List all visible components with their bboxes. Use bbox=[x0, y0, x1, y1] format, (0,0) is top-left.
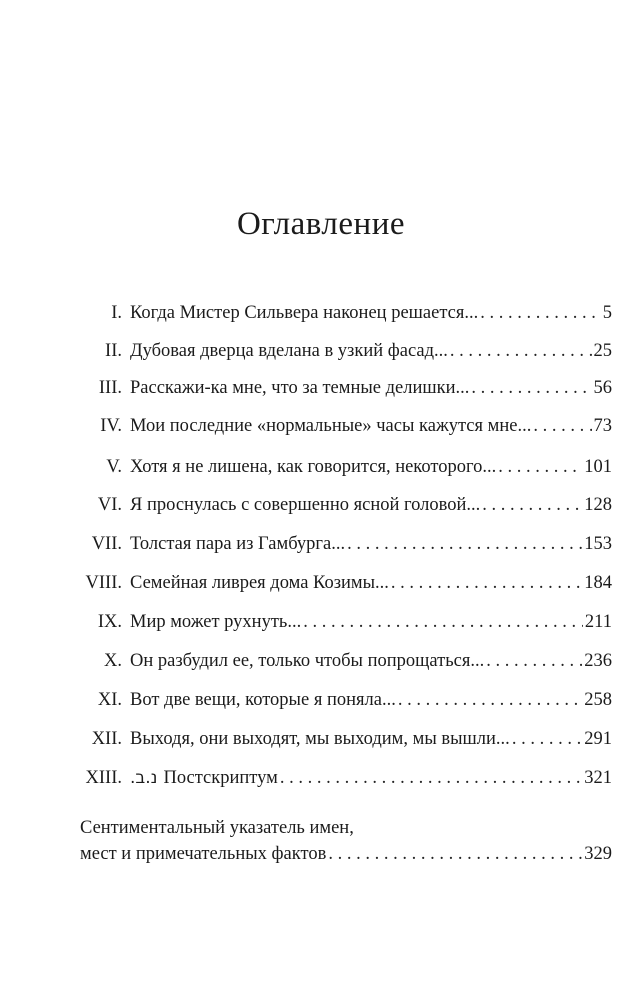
toc-entry-11 bbox=[80, 687, 612, 713]
page-number: 291 bbox=[584, 729, 612, 749]
chapter-title: Выходя, они выходят, мы выходим, мы вышли... bbox=[130, 729, 510, 749]
toc-entry-1 bbox=[80, 300, 612, 326]
toc-entry-5 bbox=[80, 454, 612, 480]
dot-leader bbox=[280, 765, 582, 791]
toc-entry-8 bbox=[80, 570, 612, 596]
page-number: 73 bbox=[593, 416, 612, 436]
page-number: 236 bbox=[584, 651, 612, 671]
chapter-title: Толстая пара из Гамбурга... bbox=[130, 534, 346, 554]
chapter-title bbox=[130, 765, 278, 791]
page-number: 258 bbox=[584, 690, 612, 710]
chapter-title-text: Постскриптум bbox=[163, 768, 278, 788]
dot-leader bbox=[303, 609, 583, 635]
dot-leader bbox=[347, 531, 582, 557]
dot-leader bbox=[498, 454, 582, 480]
page-number: 25 bbox=[593, 341, 612, 361]
table-of-contents bbox=[80, 0, 612, 1000]
chapter-number: X. bbox=[104, 651, 122, 671]
chapter-number: VII. bbox=[91, 534, 122, 554]
chapter-number: III. bbox=[98, 378, 122, 398]
dot-leader bbox=[398, 687, 582, 713]
chapter-number: XIII. bbox=[85, 768, 122, 788]
chapter-number: V. bbox=[106, 457, 122, 477]
index-title-line1: Сентиментальный указатель имен, bbox=[80, 818, 354, 838]
dot-leader bbox=[391, 570, 582, 596]
dot-leader bbox=[512, 726, 582, 752]
page-number: 211 bbox=[584, 612, 612, 632]
dot-leader bbox=[482, 492, 582, 518]
page-number: 128 bbox=[584, 495, 612, 515]
chapter-number: XII. bbox=[91, 729, 122, 749]
chapter-number: XI. bbox=[97, 690, 122, 710]
page-number: 101 bbox=[584, 457, 612, 477]
chapter-number: IV. bbox=[100, 416, 122, 436]
chapter-title: Вот две вещи, которые я поняла... bbox=[130, 690, 396, 710]
dot-leader bbox=[328, 841, 582, 867]
chapter-number: II. bbox=[105, 341, 122, 361]
hebrew-abbreviation: נ.ב. bbox=[130, 768, 158, 788]
dot-leader bbox=[480, 300, 601, 326]
toc-entry-2 bbox=[80, 338, 612, 364]
page-number: 153 bbox=[584, 534, 612, 554]
chapter-number: VIII. bbox=[85, 573, 122, 593]
chapter-title: Мои последние «нормальные» часы кажутся мне... bbox=[130, 416, 532, 436]
toc-entry-13 bbox=[80, 765, 612, 791]
chapter-number: VI. bbox=[97, 495, 122, 515]
chapter-title: Я проснулась с совершенно ясной головой... bbox=[130, 495, 481, 515]
toc-entry-12 bbox=[80, 726, 612, 752]
toc-entry-7 bbox=[80, 531, 612, 557]
dot-leader bbox=[486, 648, 582, 674]
toc-entry-4 bbox=[80, 413, 612, 439]
page-number: 321 bbox=[584, 768, 612, 788]
chapter-number: IX. bbox=[97, 612, 122, 632]
chapter-title: Он разбудил ее, только чтобы попрощаться... bbox=[130, 651, 485, 671]
toc-entry-6 bbox=[80, 492, 612, 518]
chapter-title: Мир может рухнуть... bbox=[130, 612, 302, 632]
index-title-line2: мест и примечательных фактов bbox=[80, 844, 327, 864]
page-number: 184 bbox=[584, 573, 612, 593]
page-title: Оглавление bbox=[236, 206, 406, 242]
toc-entry-10 bbox=[80, 648, 612, 674]
chapter-title: Хотя я не лишена, как говорится, некоторого... bbox=[130, 457, 497, 477]
toc-entry-9 bbox=[80, 609, 612, 635]
page-number: 329 bbox=[584, 844, 612, 864]
chapter-title: Семейная ливрея дома Козимы... bbox=[130, 573, 389, 593]
chapter-number: I. bbox=[111, 303, 122, 323]
chapter-title: Когда Мистер Сильвера наконец решается... bbox=[130, 303, 479, 323]
chapter-title: Расскажи-ка мне, что за темные делишки... bbox=[130, 378, 470, 398]
toc-entry-3 bbox=[80, 375, 612, 401]
toc-entry-index bbox=[80, 841, 612, 867]
dot-leader bbox=[533, 413, 591, 439]
dot-leader bbox=[450, 338, 592, 364]
dot-leader bbox=[471, 375, 591, 401]
chapter-title: Дубовая дверца вделана в узкий фасад... bbox=[130, 341, 448, 361]
page-number: 56 bbox=[593, 378, 612, 398]
page-number: 5 bbox=[602, 303, 612, 323]
